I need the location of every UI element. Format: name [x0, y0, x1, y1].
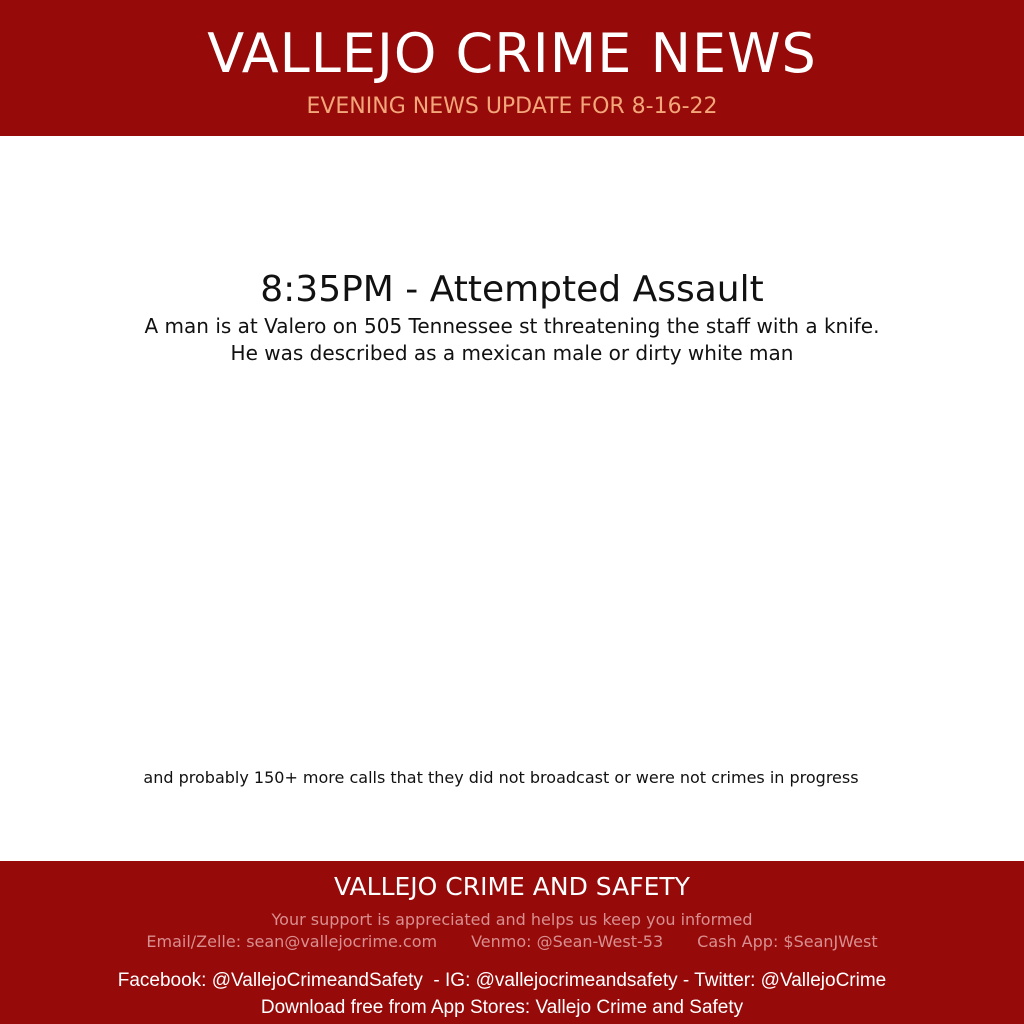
- social-media-handles: Facebook: @VallejoCrimeandSafety - IG: @vallejocrimeandsafety - Twitter: @VallejoCrime: [117, 970, 887, 991]
- footer-title: VALLEJO CRIME AND SAFETY: [334, 872, 690, 901]
- venmo-info: Venmo: @Sean-West-53: [471, 932, 664, 951]
- footer-banner: [0, 861, 1024, 1024]
- app-download-info: Download free from App Stores: Vallejo Crime and Safety: [260, 997, 744, 1018]
- additional-calls-note: and probably 150+ more calls that they did not broadcast or were not crimes in progress: [143, 768, 859, 787]
- incident-description-line-1: A man is at Valero on 505 Tennessee st threatening the staff with a knife.: [144, 314, 880, 338]
- page-title: VALLEJO CRIME NEWS: [207, 22, 817, 85]
- incident-headline: 8:35PM - Attempted Assault: [260, 269, 764, 310]
- update-subtitle: EVENING NEWS UPDATE FOR 8-16-22: [306, 94, 718, 119]
- support-message: Your support is appreciated and helps us keep you informed: [271, 910, 753, 929]
- header-banner: [0, 0, 1024, 136]
- cash-app-info: Cash App: $SeanJWest: [697, 932, 878, 951]
- email-zelle-info: Email/Zelle: sean@vallejocrime.com: [146, 932, 438, 951]
- incident-description-line-2: He was described as a mexican male or dirty white man: [230, 341, 794, 365]
- payment-info: [0, 931, 1024, 953]
